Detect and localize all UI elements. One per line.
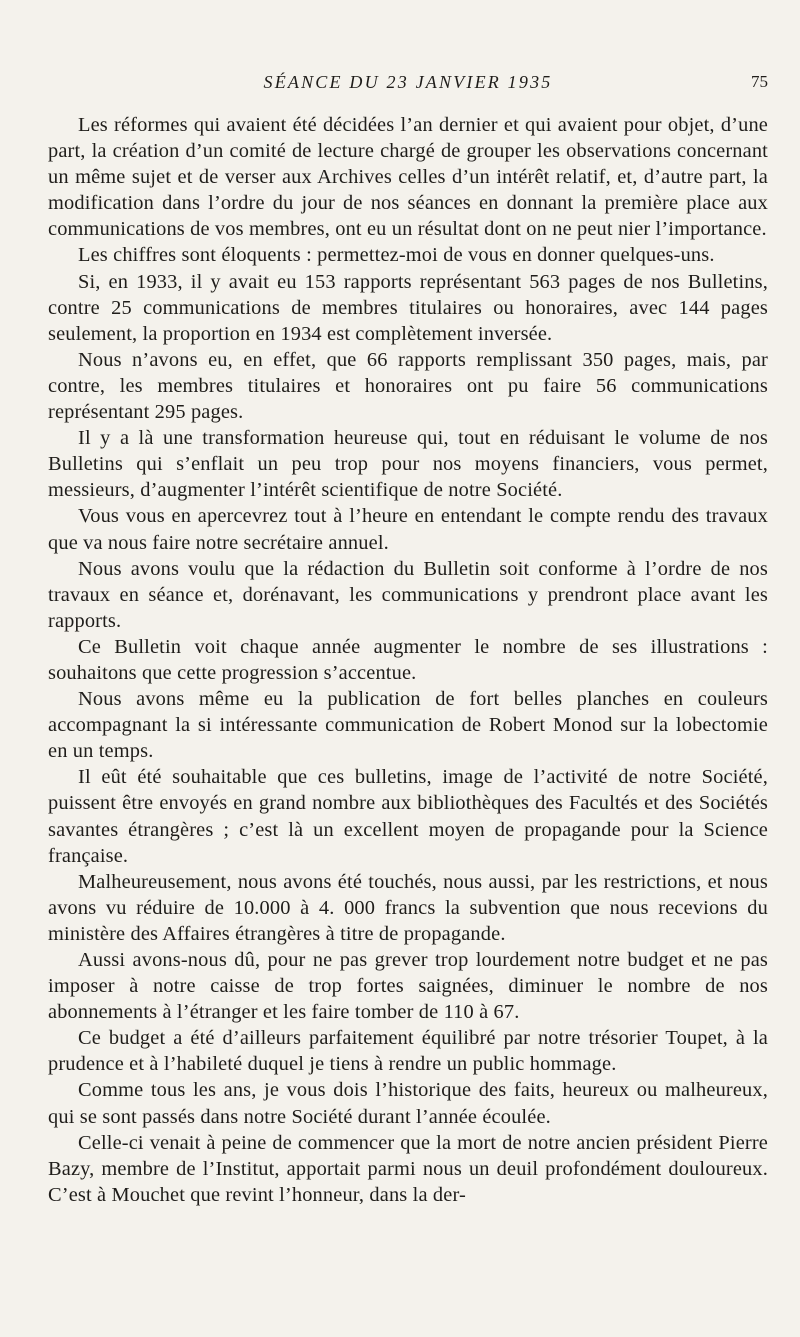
paragraph: Malheureusement, nous avons été touchés, nous aussi, par les restrictions, et nous avons vu réduire de 10.000 à 4. 000 francs la subvention que nous recevions du ministère des Affaires étrangères à titre de propagande. <box>48 870 768 945</box>
paragraph: Celle-ci venait à peine de commencer que la mort de notre ancien président Pierre Bazy, membre de l’Institut, apportait parmi nous un deuil profondément douloureux. C’est à Mouchet que revint l’honneur, dans la der- <box>48 1131 768 1206</box>
paragraph: Vous vous en apercevrez tout à l’heure en entendant le compte rendu des travaux que va nous faire notre secrétaire annuel. <box>48 505 768 554</box>
paragraph: Aussi avons-nous dû, pour ne pas grever trop lourdement notre budget et ne pas imposer à notre caisse de trop fortes saignées, diminuer le nombre de nos abonnements à l’étranger et les faire tomber de 110 à 67. <box>48 949 768 1024</box>
paragraph: Si, en 1933, il y avait eu 153 rapports représentant 563 pages de nos Bulletins, contre 25 communications de membres titulaires ou honoraires, avec 144 pages seulement, la proportion en 1934 est complètement inversée. <box>48 270 768 345</box>
paragraph: Les chiffres sont éloquents : permettez-moi de vous en donner quelques-uns. <box>78 244 715 267</box>
paragraph: Ce Bulletin voit chaque année augmenter le nombre de ses illustrations : souhaitons que cette progression s’accentue. <box>48 635 768 684</box>
paragraph: Les réformes qui avaient été décidées l’an dernier et qui avaient pour objet, d’une part, la création d’un comité de lecture chargé de grouper les observations concernant un même sujet et de verser aux Archives celles d’un intérêt relatif, et, d’autre part, la modification dans l’ordre du jour de nos séances en donnant la première place aux communications de vos membres, ont eu un résultat dont on ne peut nier l’importance. <box>48 114 768 241</box>
paragraph: Nous avons même eu la publication de fort belles planches en couleurs accompagnant la si intéressante communication de Robert Monod sur la lobectomie en un temps. <box>48 688 768 763</box>
body-text <box>48 112 768 1208</box>
paragraph: Il y a là une transformation heureuse qui, tout en réduisant le volume de nos Bulletins qui s’enflait un peu trop pour nos moyens financiers, vous permet, messieurs, d’augmenter l’intérêt scientifique de notre Société. <box>48 427 768 502</box>
paragraph: Comme tous les ans, je vous dois l’historique des faits, heureux ou malheureux, qui se sont passés dans notre Société durant l’année écoulée. <box>48 1079 768 1128</box>
running-title: SÉANCE DU 23 JANVIER 1935 <box>263 72 553 92</box>
page-number: 75 <box>751 72 768 91</box>
paragraph: Nous avons voulu que la rédaction du Bulletin soit conforme à l’ordre de nos travaux en séance et, dorénavant, les communications y prendront place avant les rapports. <box>48 557 768 632</box>
paragraph: Ce budget a été d’ailleurs parfaitement équilibré par notre trésorier Toupet, à la prudence et à l’habileté duquel je tiens à rendre un public hommage. <box>48 1027 768 1076</box>
paragraph: Il eût été souhaitable que ces bulletins, image de l’activité de notre Société, puissent être envoyés en grand nombre aux bibliothèques des Facultés et des Sociétés savantes étrangères ; c’est là un excellent moyen de propagande pour la Science française. <box>48 766 768 867</box>
paragraph: Nous n’avons eu, en effet, que 66 rapports remplissant 350 pages, mais, par contre, les membres titulaires et honoraires ont pu faire 56 communications représentant 295 pages. <box>48 348 768 424</box>
running-head <box>48 72 768 98</box>
